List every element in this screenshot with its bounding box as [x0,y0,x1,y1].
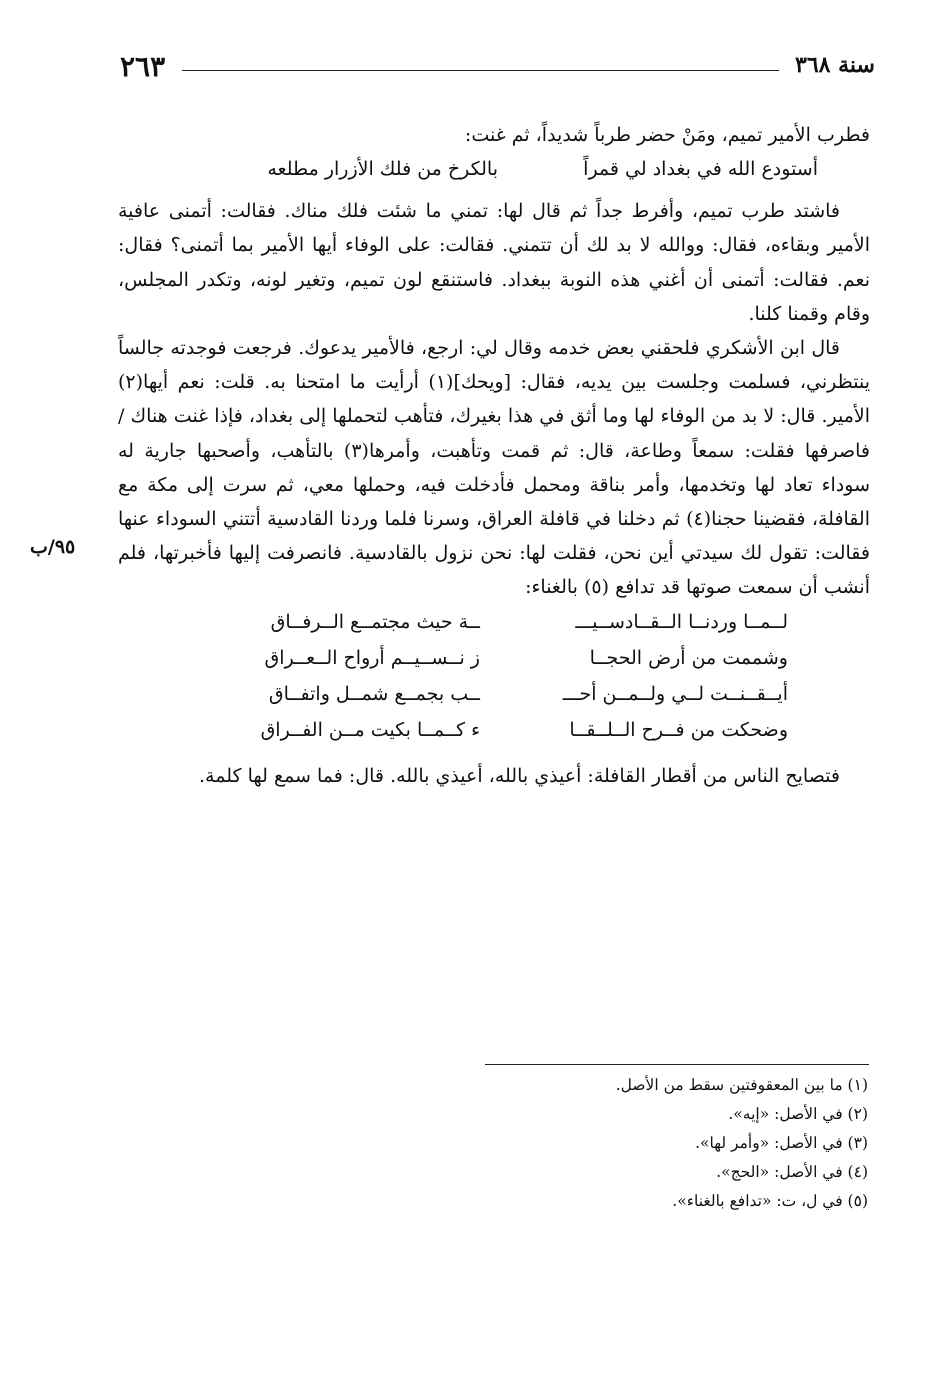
verse-hemistich-second: ــب بجمــع شمــل واتفــاق [268,682,480,705]
footnote: (٥) في ل، ت: «تدافع بالغناء». [672,1192,868,1210]
verse-line [118,605,870,641]
verse-hemistich-first: لــمــا وردنــا الــقــادســيـــ [575,610,788,633]
paragraph-3: قال ابن الأشكري فلحقني بعض خدمه وقال لي: ارجع، فالأمير يدعوك. فرجعت فوجدته جالساً ينتظرني، فسلمت وجلست بين يديه، فقال: [ويحك](١) أرأيت ما امتحنا به. قلت: نعم أيها(٢) الأمير. قال: لا بد من الوفاء لها وما أثق في هذا بغيرك، فتأهب لتحملها إلى بغداد، فإذا غنت هناك / فاصرفها فقلت: سمعاً وطاعة، قال: ثم قمت وتأهبت، وأمرها(٣) بالتأهب، وأصحبها جارية له سوداء تعاد لها وتخدمها، وأمر بناقة ومحمل فأدخلت فيه، وحملها معي، ثم سرت إلى مكة مع القافلة، فقضينا حجنا(٤) ثم دخلنا في قافلة العراق، وسرنا فلما وردنا القادسية أتتني السوداء عنها فقالت: تقول لك سيدتي أين نحن، فقلت لها: نحن نزول بالقادسية. فانصرفت إليها فأخبرتها، فلم أنشب أن سمعت صوتها قد تدافع (٥) بالغناء: [118,337,870,599]
verse-hemistich-second: ــة حيث مجتمــع الــرفــاق [270,610,480,633]
verse-hemistich-first: وضحكت من فــرح الــلــقــا [569,718,788,741]
manuscript-folio-note: ٩٥/ب [30,536,76,558]
paragraph-1: فطرب الأمير تميم، ومَنْ حضر طرباً شديداً، ثم غنت: [464,124,870,146]
verse-hemistich-first: وشممت من أرض الحجــا [589,646,788,669]
verse-hemistich-second: ز نــســيــم أرواح الــعــراق [264,646,480,669]
main-text [118,118,870,793]
footnote-rule [485,1064,869,1065]
footnote: (٢) في الأصل: «إيه». [728,1105,868,1123]
verse-line [118,641,870,677]
verse-hemistich-first: أستودع الله في بغداد لي قمراً [583,158,818,181]
footnote: (٣) في الأصل: «وأمر لها». [695,1134,868,1152]
footnote: (١) ما بين المعقوفتين سقط من الأصل. [615,1076,868,1094]
page-number: ٢٦٣ [120,50,166,83]
verse-line-intro [118,152,870,188]
verse-hemistich-first: أيــقــنــت لــي ولــمــن أحـــ [562,682,788,705]
running-title: سنة ٣٦٨ [795,52,875,78]
paragraph-4: فتصايح الناس من أقطار القافلة: أعيذي بالله، أعيذي بالله. قال: فما سمع لها كلمة. [199,764,840,787]
verse-hemistich-second: ء كــمــا بكيت مــن الفــراق [260,718,480,741]
header-rule [182,70,779,71]
verse-line [118,713,870,749]
footnote: (٤) في الأصل: «الحج». [716,1163,868,1181]
verse-line [118,677,870,713]
running-header [120,50,875,90]
verse-hemistich-second: بالكرخ من فلك الأزرار مطلعه [267,158,498,181]
paragraph-2: فاشتد طرب تميم، وأفرط جداً ثم قال لها: تمني ما شئت فلك مناك. فقالت: أتمنى عافية الأمير وبقاءه، فقال: ووالله لا بد لك أن تتمني. فقالت: على الوفاء أيها الأمير بما أتمنى؟ فقال: نعم. فقالت: أتمنى أن أغني هذه النوبة ببغداد. فاستنقع لون تميم، وتغير لونه، وتكدر المجلس، وقام وقمنا كلنا. [118,200,870,325]
footnotes [118,1071,868,1216]
